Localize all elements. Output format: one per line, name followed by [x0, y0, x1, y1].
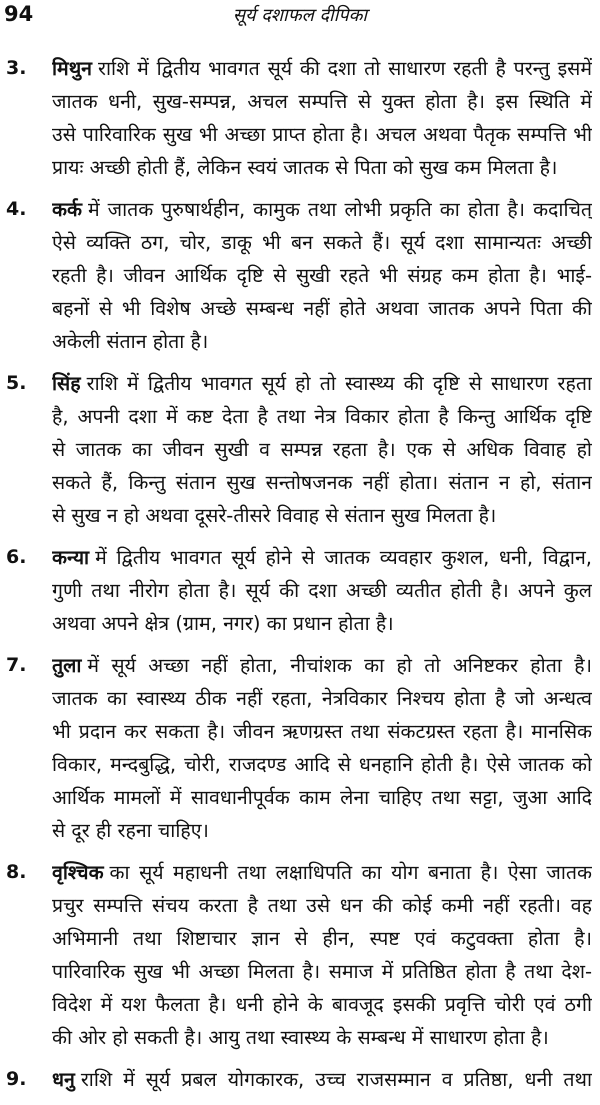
item-number: 8.	[6, 861, 27, 883]
text-line	[52, 325, 592, 358]
text-line	[52, 226, 592, 259]
line-text: राशि में द्वितीय भावगत सूर्य की दशा तो साधारण रहती है परन्तु इसमें	[98, 57, 592, 80]
text-line	[52, 1021, 592, 1054]
list-item	[0, 856, 600, 1054]
item-keyword: तुला	[52, 654, 82, 677]
line-text: है, अपनी दशा में कष्ट देता है तथा नेत्र विकार होता है किन्तु आर्थिक दृष्टि	[52, 405, 592, 428]
item-number: 4.	[6, 198, 27, 220]
line-text: की ओर हो सकती है। आयु तथा स्वास्थ्य के सम्बन्ध में साधारण होता है।	[52, 1026, 549, 1049]
line-text: में द्वितीय भावगत सूर्य होने से जातक व्यवहार कुशल, धनी, विद्वान,	[95, 546, 592, 569]
line-text: प्रायः अच्छी होती हैं, लेकिन स्वयं जातक से पिता को सुख कम मिलता है।	[52, 156, 558, 179]
text-line	[52, 922, 592, 955]
list-item	[0, 193, 600, 358]
line-text: अभिमानी तथा शिष्टाचार ज्ञान से हीन, स्पष्ट एवं कटुवक्ता होता है।	[52, 927, 592, 950]
text-line	[52, 433, 592, 466]
line-text: विदेश में यश फैलता है। धनी होने के बावजूद इसकी प्रवृत्ति चोरी एवं ठगी	[52, 993, 592, 1016]
line-text: ऐसे व्यक्ति ठग, चोर, डाकू भी बन सकते हैं। सूर्य दशा सामान्यतः अच्छी	[52, 231, 592, 254]
line-text: गुणी तथा नीरोग होता है। सूर्य की दशा अच्छी व्यतीत होती है। अपने कुल	[52, 579, 592, 602]
list-item	[0, 1063, 600, 1096]
line-text: प्रचुर सम्पत्ति संचय करता है तथा उसे धन की कोई कमी नहीं रहती। वह	[52, 894, 592, 917]
list-item	[0, 367, 600, 532]
text-line	[52, 52, 592, 85]
line-text: विकार, मन्दबुद्धि, चोरी, राजदण्ड आदि से धनहानि होती है। ऐसे जातक को	[52, 753, 592, 776]
line-text: अथवा अपने क्षेत्र (ग्राम, नगर) का प्रधान होता है।	[52, 612, 394, 635]
item-keyword: धनु	[52, 1068, 75, 1091]
list-item	[0, 52, 600, 184]
page-body	[0, 52, 600, 1105]
text-line	[52, 367, 592, 400]
list-item	[0, 649, 600, 847]
line-text: से सुख न हो अथवा दूसरे-तीसरे विवाह से संतान सुख मिलता है।	[52, 504, 497, 527]
item-keyword: मिथुन	[52, 57, 92, 80]
text-line	[52, 607, 592, 640]
item-keyword: वृश्चिक	[52, 861, 104, 884]
line-text: आर्थिक मामलों में सावधानीपूर्वक काम लेना चाहिए तथा सट्टा, जुआ आदि	[52, 786, 592, 809]
text-line	[52, 715, 592, 748]
text-line	[52, 151, 592, 184]
line-text: राशि में द्वितीय भावगत सूर्य हो तो स्वास्थ्य की दृष्टि से साधारण रहता	[86, 372, 592, 395]
item-number: 5.	[6, 372, 27, 394]
text-line	[52, 499, 592, 532]
text-line	[52, 193, 592, 226]
text-line	[52, 649, 592, 682]
text-line	[52, 856, 592, 889]
line-text: में जातक पुरुषार्थहीन, कामुक तथा लोभी प्रकृति का होता है। कदाचित्	[87, 198, 592, 221]
item-keyword: कन्या	[52, 546, 90, 569]
text-line	[52, 259, 592, 292]
text-line	[52, 748, 592, 781]
text-line	[52, 814, 592, 847]
text-line	[52, 682, 592, 715]
item-number: 7.	[6, 654, 27, 676]
line-text: में सूर्य अच्छा नहीं होता, नीचांशक का हो तो अनिष्टकर होता है।	[87, 654, 592, 677]
text-line	[52, 118, 592, 151]
text-line	[52, 466, 592, 499]
line-text: बहनों से भी विशेष अच्छे सम्बन्ध नहीं होते अथवा जातक अपने पिता की	[52, 297, 592, 320]
line-text: से दूर ही रहना चाहिए।	[52, 819, 209, 842]
line-text: से जातक का जीवन सुखी व सम्पन्न रहता है। एक से अधिक विवाह हो	[52, 438, 592, 461]
text-line	[52, 781, 592, 814]
item-keyword: सिंह	[52, 372, 81, 395]
text-line	[52, 889, 592, 922]
line-text: का सूर्य महाधनी तथा लक्षाधिपति का योग बनाता है। ऐसा जातक	[109, 861, 592, 884]
list-item	[0, 541, 600, 640]
line-text: पारिवारिक सुख भी अच्छा मिलता है। समाज में प्रतिष्ठित होता है तथा देश-	[52, 960, 592, 983]
line-text: उसे पारिवारिक सुख भी अच्छा प्राप्त होता है। अचल अथवा पैतृक सम्पत्ति भी	[52, 123, 592, 146]
text-line	[52, 1063, 592, 1096]
line-text: जातक का स्वास्थ्य ठीक नहीं रहता, नेत्रविकार निश्चय होता है जो अन्धत्व	[52, 687, 592, 710]
text-line	[52, 400, 592, 433]
text-line	[52, 955, 592, 988]
item-number: 3.	[6, 57, 27, 79]
running-title: सूर्य दशाफल दीपिका	[232, 5, 368, 26]
item-number: 6.	[6, 546, 27, 568]
item-number: 9.	[6, 1068, 27, 1090]
line-text: रहती है। जीवन आर्थिक दृष्टि से सुखी रहते भी संग्रह कम होता है। भाई-	[52, 264, 592, 287]
line-text: सकते हैं, किन्तु संतान सुख सन्तोषजनक नहीं होता। संतान न हो, संतान	[52, 471, 592, 494]
page-number: 94	[4, 2, 34, 26]
text-line	[52, 541, 592, 574]
line-text: भी प्रदान कर सकता है। जीवन ऋणग्रस्त तथा संकटग्रस्त रहता है। मानसिक	[52, 720, 592, 743]
text-line	[52, 574, 592, 607]
line-text: जातक धनी, सुख-सम्पन्न, अचल सम्पत्ति से युक्त होता है। इस स्थिति में	[52, 90, 592, 113]
text-line	[52, 292, 592, 325]
line-text: राशि में सूर्य प्रबल योगकारक, उच्च राजसम्मान व प्रतिष्ठा, धनी तथा	[80, 1068, 592, 1091]
text-line	[52, 988, 592, 1021]
text-line	[52, 85, 592, 118]
line-text: अकेली संतान होता है।	[52, 330, 209, 353]
page-header	[0, 0, 600, 30]
item-keyword: कर्क	[52, 198, 82, 221]
